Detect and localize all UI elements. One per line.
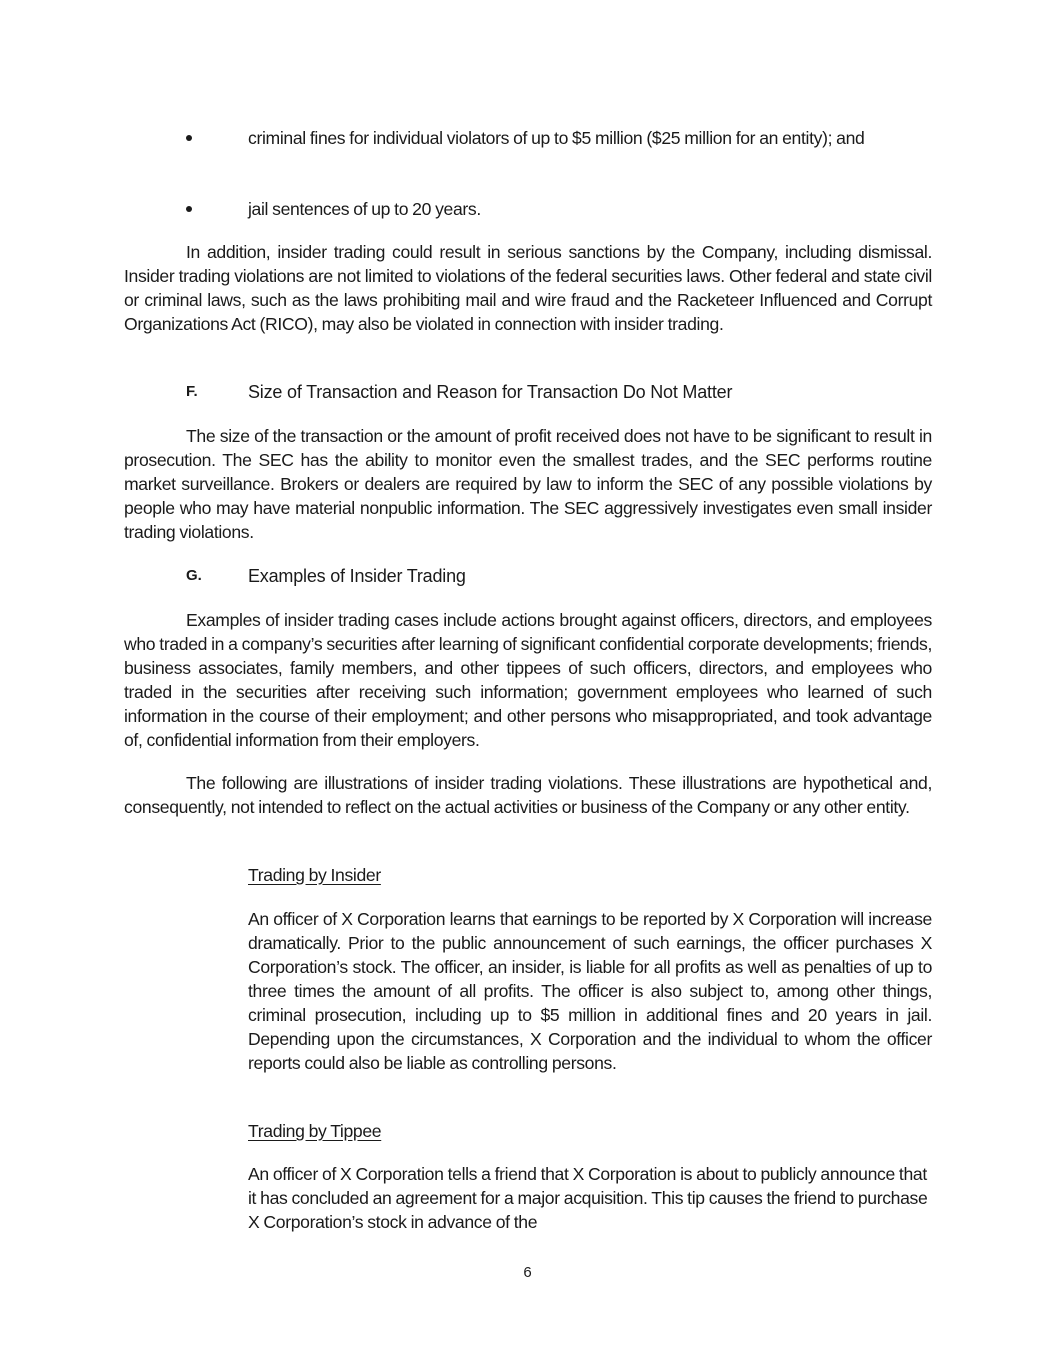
paragraph-trading-by-tippee: An officer of X Corporation tells a friend that X Corporation is about to publicly announce that it has concluded an agreement for a major acquisition. This tip causes the friend to purchase X Corporation’s stock in advance of the bbox=[248, 1164, 928, 1232]
paragraph-examples: Examples of insider trading cases include actions brought against officers, directors, and employees who traded in a company’s securities after learning of significant confidential corporate developments; friends, business associates, family members, and other tippees of such officers, directors, and employees who traded in the securities after receiving such information; government employees who learned of such information in the course of their employment; and other persons who misappropriated, and took advantage of, confidential information from their employers. bbox=[124, 610, 932, 750]
section-title: Examples of Insider Trading bbox=[248, 566, 466, 586]
paragraph-trading-by-insider: An officer of X Corporation learns that earnings to be reported by X Corporation will increase dramatically. Prior to the public announcement of such earnings, the officer purchases X Corporation’s stock. The officer, an insider, is liable for all profits as well as penalties of up to three times the amount of all profits. The officer is also subject to, among other things, criminal prosecution, including up to $5 million in additional fines and 20 years in jail. Depending upon the circumstances, X Corporation and the individual to whom the officer reports could also be liable as controlling persons. bbox=[248, 909, 932, 1073]
bullet-dot-icon bbox=[186, 135, 192, 141]
paragraph-sanctions: In addition, insider trading could result in serious sanctions by the Company, including dismissal. Insider trading violations are not limited to violations of the federal securities laws. Other federal and state civil or criminal laws, such as the laws prohibiting mail and wire fraud and the Racketeer Influenced and Corrupt Organizations Act (RICO), may also be violated in connection with insider trading. bbox=[124, 242, 932, 334]
page-number: 6 bbox=[523, 1264, 532, 1281]
section-letter: F. bbox=[186, 383, 198, 400]
paragraph-size-of-transaction: The size of the transaction or the amount of profit received does not have to be significant to result in prosecution. The SEC has the ability to monitor even the smallest trades, and the SEC performs routine market surveillance. Brokers or dealers are required by law to inform the SEC of any possible violations by people who may have material nonpublic information. The SEC aggressively investigates even small insider trading violations. bbox=[124, 426, 932, 542]
subheading-trading-by-tippee: Trading by Tippee bbox=[248, 1121, 382, 1141]
section-letter: G. bbox=[186, 567, 202, 584]
bullet-dot-icon bbox=[186, 206, 192, 212]
bullet-text: jail sentences of up to 20 years. bbox=[248, 199, 481, 219]
bullet-text: criminal fines for individual violators of up to $5 million ($25 million for an entity); and bbox=[248, 128, 865, 148]
section-title: Size of Transaction and Reason for Transaction Do Not Matter bbox=[248, 382, 733, 402]
paragraph-illustrations-intro: The following are illustrations of insider trading violations. These illustrations are hypothetical and, consequently, not intended to reflect on the actual activities or business of the Company or any other entity. bbox=[124, 773, 932, 817]
subheading-trading-by-insider: Trading by Insider bbox=[248, 865, 381, 885]
